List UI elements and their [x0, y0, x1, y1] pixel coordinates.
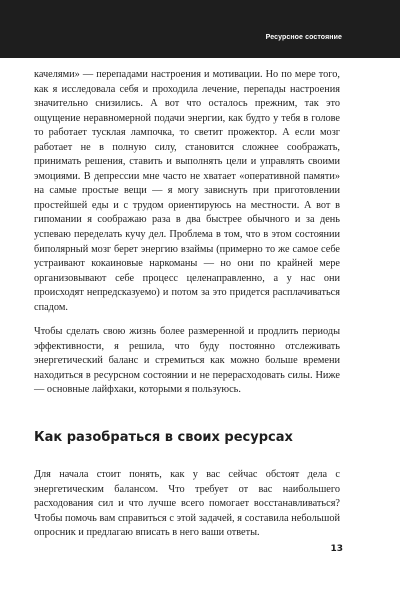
- page-number: 13: [330, 544, 343, 554]
- running-head: Ресурсное состояние: [265, 34, 342, 41]
- section-heading: Как разобраться в своих ресурсах: [34, 430, 293, 445]
- paragraph-1: качелями» — перепадами настроения и мотивации. Но по мере того, как я исследовала себя и проходила лечение, перепады настроения значительно снизились. А вот что осталось прежним, так это ощущение неравномерной подачи энергии, как будто у тебя в голове то работает тусклая лампочка, то светит прожектор. А если мозг работает не в полную силу, становится сложнее соображать, принимать решения, ставить и выполнять цели и управлять своими эмоциями. В депрессии мне часто не хватает «оперативной памяти» на самые простые вещи — я могу зависнуть при приготовлении простейшей еды и с трудом ориентируюсь на местности. А вот в гипомании я соображаю раза в два быстрее обычного и за день успеваю переделать кучу дел. Проблема в том, что в этом состоянии биполярный мозг берет энергию взаймы (примерно то же самое себе устраивают кокаиновые наркоманы — но они по крайней мере организовывают себе процесс целенаправленно, а у нас они происходят непредсказуемо) и потом за это придется расплачиваться спадом.: [34, 69, 340, 313]
- paragraph-3: Для начала стоит понять, как у вас сейчас обстоят дела с энергетическим балансом. Что требует от вас наибольшего расходования сил и что лучше всего помогает восстанавливаться? Чтобы помочь вам справиться с этой задачей, я составила небольшой опросник и предлагаю вписать в него ваши ответы.: [34, 469, 340, 539]
- paragraph-2: Чтобы сделать свою жизнь более размеренной и продлить периоды эффективности, я решила, что буду постоянно отслеживать энергетический баланс и стремиться как можно больше времени находиться в ресурсном состоянии и не перерасходовать силы. Ниже — основные лайфхаки, которыми я пользуюсь.: [34, 326, 340, 396]
- header-bar: [0, 0, 400, 58]
